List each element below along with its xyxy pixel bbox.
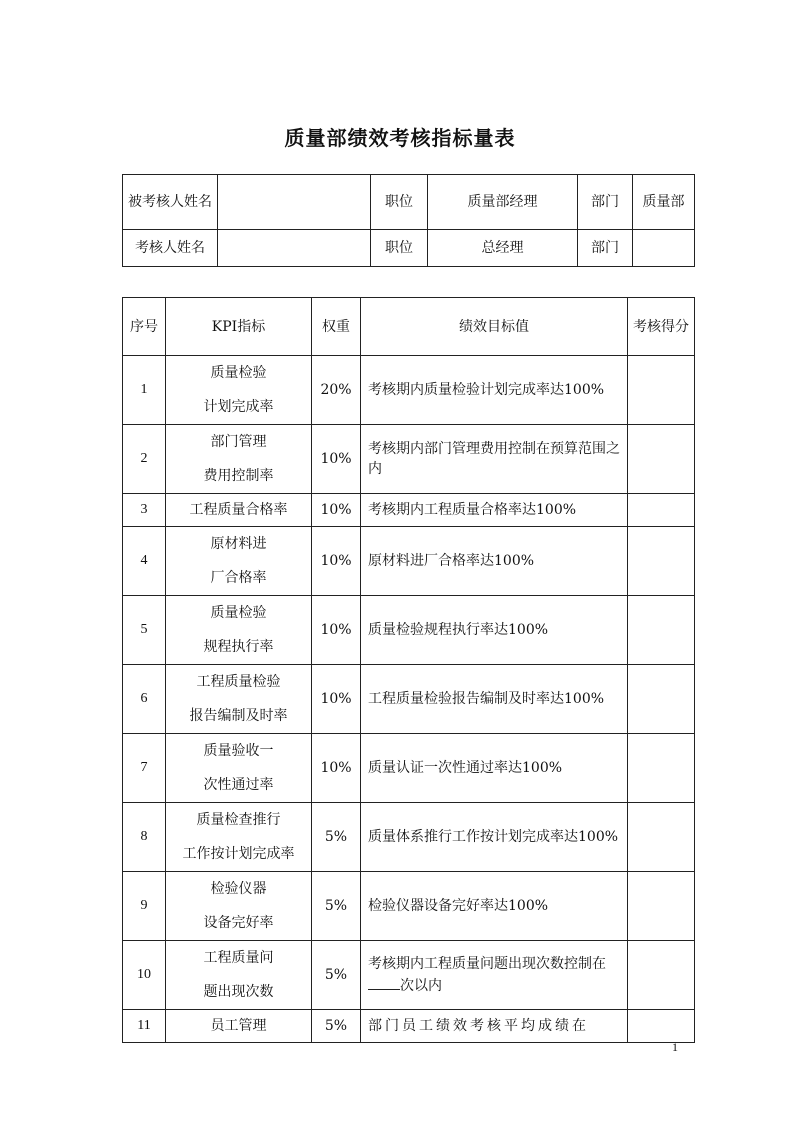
kpi-name-line: 计划完成率	[203, 399, 274, 415]
fill-in-blank	[368, 974, 400, 990]
row-score	[628, 872, 695, 941]
row-target: 工程质量检验报告编制及时率达100%	[361, 665, 628, 734]
row-seq: 11	[123, 1010, 166, 1043]
header-target: 绩效目标值	[361, 298, 628, 356]
table-row	[123, 665, 695, 734]
kpi-table	[122, 297, 695, 1043]
assessor-dept-value	[633, 230, 695, 267]
row-target: 原材料进厂合格率达100%	[361, 527, 628, 596]
kpi-name-line: 原材料进	[210, 536, 267, 552]
table-row	[123, 1010, 695, 1043]
row-kpi-name: 工程质量合格率	[166, 494, 312, 527]
table-row	[123, 734, 695, 803]
row-kpi-name	[166, 425, 312, 494]
row-weight: 10%	[312, 494, 361, 527]
row-target: 质量认证一次性通过率达100%	[361, 734, 628, 803]
row-target: 部门员工绩效考核平均成绩在	[361, 1010, 628, 1043]
kpi-name-line: 工程质量检验	[196, 674, 281, 690]
row-target: 考核期内质量检验计划完成率达100%	[361, 356, 628, 425]
row-seq: 6	[123, 665, 166, 734]
row-target: 质量检验规程执行率达100%	[361, 596, 628, 665]
row-seq: 5	[123, 596, 166, 665]
row-target: 质量体系推行工作按计划完成率达100%	[361, 803, 628, 872]
row-score	[628, 1010, 695, 1043]
row-seq: 2	[123, 425, 166, 494]
table-row	[123, 872, 695, 941]
row-weight: 5%	[312, 941, 361, 1010]
row-target: 考核期内工程质量合格率达100%	[361, 494, 628, 527]
table-row	[123, 803, 695, 872]
dept-value: 质量部	[633, 175, 695, 230]
row-kpi-name: 员工管理	[166, 1010, 312, 1043]
assessee-label: 被考核人姓名	[123, 175, 218, 230]
row-score	[628, 734, 695, 803]
position-value: 质量部经理	[428, 175, 578, 230]
header-seq: 序号	[123, 298, 166, 356]
assessor-position-label: 职位	[371, 230, 428, 267]
row-seq: 3	[123, 494, 166, 527]
row-target: 考核期内部门管理费用控制在预算范围之内	[361, 425, 628, 494]
kpi-name-line: 设备完好率	[203, 915, 274, 931]
row-weight: 5%	[312, 1010, 361, 1043]
row-seq: 10	[123, 941, 166, 1010]
row-score	[628, 596, 695, 665]
row-score	[628, 527, 695, 596]
row-kpi-name	[166, 527, 312, 596]
row-target	[361, 941, 628, 1010]
row-weight: 10%	[312, 734, 361, 803]
table-row	[123, 596, 695, 665]
row-score	[628, 941, 695, 1010]
table-row	[123, 494, 695, 527]
row-kpi-name	[166, 596, 312, 665]
position-label: 职位	[371, 175, 428, 230]
row-weight: 10%	[312, 596, 361, 665]
kpi-name-line: 部门管理	[210, 434, 267, 450]
row-weight: 5%	[312, 803, 361, 872]
table-row	[123, 527, 695, 596]
page-title: 质量部绩效考核指标量表	[284, 126, 516, 150]
row-score	[628, 356, 695, 425]
target-text-before-blank: 考核期内工程质量问题出现次数控制在	[368, 956, 606, 972]
kpi-name-line: 报告编制及时率	[189, 708, 288, 724]
kpi-name-line: 质量检查推行	[196, 812, 281, 828]
assessor-position-value: 总经理	[428, 230, 578, 267]
row-weight: 5%	[312, 872, 361, 941]
row-seq: 9	[123, 872, 166, 941]
kpi-name-line: 工程质量问	[203, 950, 274, 966]
row-score	[628, 665, 695, 734]
assessor-dept-label: 部门	[578, 230, 633, 267]
row-kpi-name	[166, 665, 312, 734]
row-weight: 10%	[312, 527, 361, 596]
kpi-name-line: 检验仪器	[210, 881, 267, 897]
kpi-name-line: 题出现次数	[203, 984, 274, 1000]
dept-label: 部门	[578, 175, 633, 230]
row-kpi-name	[166, 803, 312, 872]
kpi-name-line: 质量检验	[210, 605, 267, 621]
kpi-name-line: 工作按计划完成率	[182, 846, 295, 862]
table-row	[123, 941, 695, 1010]
row-target: 检验仪器设备完好率达100%	[361, 872, 628, 941]
kpi-header-row	[123, 298, 695, 356]
row-seq: 7	[123, 734, 166, 803]
kpi-name-line: 质量验收一	[203, 743, 274, 759]
row-seq: 4	[123, 527, 166, 596]
table-row	[123, 356, 695, 425]
row-weight: 20%	[312, 356, 361, 425]
assessor-label: 考核人姓名	[123, 230, 218, 267]
page-number: 1	[672, 1040, 678, 1054]
row-weight: 10%	[312, 425, 361, 494]
row-seq: 1	[123, 356, 166, 425]
kpi-name-line: 厂合格率	[210, 570, 267, 586]
assessee-value	[218, 175, 371, 230]
row-kpi-name	[166, 872, 312, 941]
kpi-name-line: 费用控制率	[203, 468, 274, 484]
row-kpi-name	[166, 356, 312, 425]
target-text-after-blank: 次以内	[400, 978, 442, 994]
row-score	[628, 803, 695, 872]
row-kpi-name	[166, 941, 312, 1010]
row-kpi-name	[166, 734, 312, 803]
assessor-value	[218, 230, 371, 267]
kpi-name-line: 次性通过率	[203, 777, 274, 793]
header-weight: 权重	[312, 298, 361, 356]
header-score: 考核得分	[628, 298, 695, 356]
row-score	[628, 425, 695, 494]
header-kpi: KPI指标	[166, 298, 312, 356]
row-weight: 10%	[312, 665, 361, 734]
kpi-name-line: 规程执行率	[203, 639, 274, 655]
info-row	[123, 230, 695, 267]
assessee-info-table	[122, 174, 695, 267]
row-score	[628, 494, 695, 527]
kpi-name-line: 质量检验	[210, 365, 267, 381]
info-row	[123, 175, 695, 230]
table-row	[123, 425, 695, 494]
row-seq: 8	[123, 803, 166, 872]
